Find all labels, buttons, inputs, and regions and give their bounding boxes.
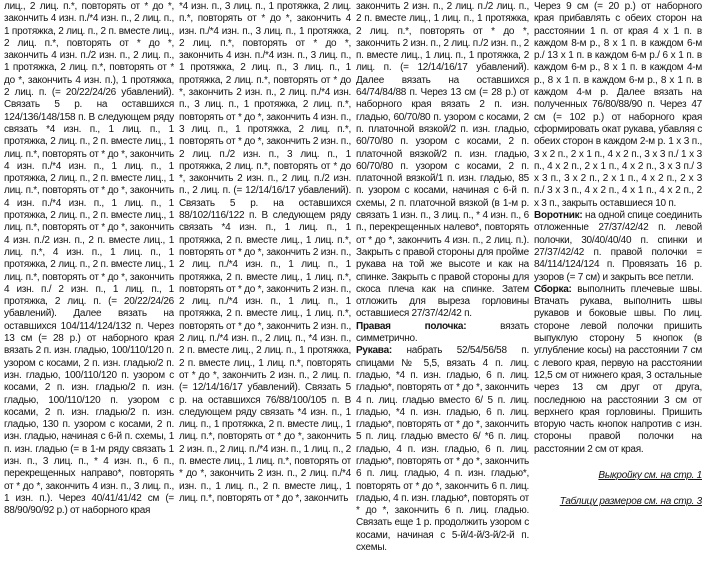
collar-section [534,210,702,284]
collar-heading: Воротник: [534,210,583,222]
assembly-text: выполнить плечевые швы. Втачать рукава, выполнить швы рукавов и боковые швы. По лиц. стороне левой полочки пришить выпуклую сторону 5 кнопок (в углубление косы) на расстоянии 7 см с левого края, первую на расстоянии 12,5 см от нижнего края, 3 остальные через 13 см друг от друга, последнюю на расстоянии 3 см от верхнего края горловины. Пришить вторую часть кнопок напротив с изн. стороны правой полочки на расстоянии 2 см от края. [534,283,702,455]
column-2-text: *4 изн. п., 3 лиц. п., 1 протяжка, 2 лиц. п.*, повторять от * до *, закончить 4 изн. п./*4 изн. п., 3 лиц. п., 1 протяжка, 2 лиц. п.*, повторять от * до *, закончить 4 изн. п./*4 изн. п., 3 лиц. п., 1 протяжка, 2 лиц. п., 3 лиц. п., 1 протяжка, 2 лиц. п.*, повторять от * до *, закончить 2 изн. п., 2 лиц. п./*4 изн. п., 3 лиц. п., 1 протяжка, 2 лиц. п.*, повторять от * до *, закончить 4 изн. п., 3 лиц. п., 1 протяжка, 2 лиц. п.*, повторять от * до *, закончить 2 изн. п., 2 лиц. п./2 изн. п., 3 лиц. п., 1 протяжка, 2 лиц. п.*, повторять от * до *, закончить 2 изн. п., 2 лиц. п./2 изн. п., 2 лиц. п. (= 12/14/16/17 убавлений). Связать 5 р. на оставшихся 88/102/116/122 п. В следующем ряду связать *4 изн. п., 1 лиц. п., 1 протяжка, 2 п. вместе лиц., 1 лиц. п.*, повторять от * до *, закончить 2 изн. п., 2 лиц. п./*4 изн. п., 1 лиц. п., 1 протяжка, 2 п. вместе лиц., 1 лиц. п.*, повторять от * до *, закончить 2 изн. п., 2 лиц. п./*4 изн. п., 1 лиц. п., 1 протяжка, 2 п. вместе лиц., 1 лиц. п.*, повторять от * до *, закончить 2 изн. п., 2 лиц. п./*4 изн. п., 2 лиц. п., *4 изн. п., 2 п. вместе лиц., 2 лиц. п., 1 протяжка, 2 п. вместе лиц., 1 лиц. п.*, повторять от * до *, закончить 2 изн. п., 2 лиц. п. (= 12/14/16/17 убавлений). Связать 5 р. на оставшихся 76/88/100/105 п. В следующем ряду связать *4 изн. п., 1 лиц. п., 1 протяжка, 2 п. вместе лиц., 1 лиц. п.*, повторять от * до *, закончить 2 изн. п., 2 лиц. п./*4 изн. п., 1 лиц. п., 2 п. вместе лиц., 1 лиц. п.*, повторять от * до *, закончить 2 изн. п., 2 лиц. п./*4 изн. п., 1 лиц. п., 2 п. вместе лиц., 1 лиц. п.*, повторять от * до *, закончить [179,1,351,504]
pattern-reference-link[interactable]: Выкройку см. на стр. 1 [598,469,702,481]
right-front-section [356,321,529,346]
column-3-text: закончить 2 изн. п., 2 лиц. п./2 лиц. п., 2 п. вместе лиц., 1 лиц. п., 1 протяжка, 2 лиц. п.*, повторять от * до *, закончить 2 изн. п., 2 лиц. п./2 изн. п., 2 п. вместе лиц., 1 лиц. п., 1 протяжка, 2 лиц. п. (= 12/14/16/17 убавлений). Далее вязать на оставшихся 64/74/84/88 п. Через 13 см (= 28 р.) от наборного края вязать 2 п. изн. гладью, 60/70/80 п. узором с косами, 2 п. платочной вязкой/2 п. изн. гладью, 60/70/80 п. узором с косами, 2 п. платочной вязкой/2 п. изн. гладью, 60/70/80 п. узором с косами, 2 п. платочной вязкой/1 п. изн. гладью, 85 п. узором с косами, начиная с 6-й п. схемы, 2 п. платочной вязкой (в 1-м р. связать 1 изн. п., 3 лиц. п., * 4 изн. п., 6 п., перекрещенных налево*, повторять от * до *, закончить 4 изн. п., 2 лиц. п.). Закрыть с правой стороны для пройме рукава на той же высоте и как на спинке. Закрыть с правой стороны для скоса плеча как на спинке. Затем отложить для выреза горловины оставшиеся 27/37/42/42 п. [356,1,529,320]
text-column-3 [356,1,529,579]
size-table-reference-link[interactable]: Таблицу размеров см. на стр. 3 [559,496,702,508]
sleeves-heading: Рукава: [356,345,392,357]
references [534,470,702,509]
assembly-section [534,284,702,456]
sleeves-section [356,345,529,554]
text-column-1 [4,1,174,579]
sleeve-continuation-text: Через 9 см (= 20 р.) от наборного края прибавлять с обеих сторон на расстоянии 1 п. от края 4 х 1 п. в каждом 8-м р., 8 х 1 п. в каждом 6-м р./ 13 х 1 п. в каждом 6-м р./ 6 х 1 п. в каждом 6-м р., 8 х 1 п. в каждом 4-м р., 8 х 1 п. в каждом 6-м р., 8 х 1 п. в каждом 4-м р. Далее вязать на полученных 76/80/88/90 п. Через 47 см (= 102 р.) от наборного края сформировать окат рукава, убавляя с обеих сторон в каждом 2-м р. 1 х 3 п., 3 х 2 п., 2 х 1 п., 4 х 2 п., 3 х 3 п./ 1 х 3 п., 4 х 2 п., 2 х 1 п., 4 х 2 п., 3 х 3 п./ 3 х 3 п., 3 х 2 п., 2 х 1 п., 4 х 2 п., 2 х 3 п./ 3 х 3 п., 4 х 2 п., 4 х 1 п., 4 х 2 п., 2 х 3 п., закрыть оставшиеся 10 п. [534,1,702,209]
collar-text: на одной спице соединить отложенные 27/37/42/42 п. левой полочки, 30/40/40/40 п. спинки и 27/37/42/42 п. правой полочки = 84/114/124/124 п. Провязать 16 р. узоров (= 7 см) и закрыть все петли. [534,210,702,283]
sleeves-text: набрать 52/54/56/58 п. спицами № 5,5, вязать 4 п. лиц. гладью, *4 п. изн. гладью, 6 п. лиц. гладью*, повторять от * до *, закончить 4 п. лиц. гладью вместо 6/ 5 п. лиц. гладью, *4 п. изн. гладью, 6 п. лиц. гладью*, повторять от * до *, закончить 5 п. лиц. гладью вместо 6/ *6 п. лиц. гладью, 4 п. изн. гладью, 6 п. лиц. гладью*, повторять от * до *, закончить 6 п. лиц. гладью, 4 п. изн. гладью*, повторять от * до *, закончить 6 п. лиц. гладью, 4 п. изн. гладью*, повторять от * до *, закончить 6 п. лиц. гладью. Связать еще 1 р. продолжить узором с косами, начиная с 5-й/4-й/3-й/2-й п. схемы. [356,345,529,554]
text-column-4 [534,1,702,579]
text-column-2 [179,1,351,579]
assembly-heading: Сборка: [534,283,572,295]
column-1-text: лиц., 2 лиц. п.*, повторять от * до *, закончить 4 изн. п./*4 изн. п., 2 лиц. п., 1 протяжка, 2 лиц. п., 2 п. вместе лиц., 2 лиц. п.*, повторять от * до *, закончить 4 изн. п./2 изн. п., 2 лиц. п., 1 протяжка, 2 лиц. п.*, повторять от * до *, закончить 4 изн. п.), 1 протяжка, 2 лиц. п. (= 20/22/24/26 убавлений). Связать 5 р. на оставшихся 124/136/148/158 п. В следующем ряду связать *4 изн. п., 1 лиц. п., 1 протяжка, 2 лиц. п., 2 п. вместе лиц., 1 лиц. п.*, повторять от * до *, закончить 4 изн. п./*4 изн. п., 1 лиц. п., 1 протяжка, 2 лиц. п., 2 п. вместе лиц., 1 лиц. п.*, повторять от * до *, закончить 4 изн. п./*4 изн. п., 1 лиц. п., 1 протяжка, 2 лиц. п., 2 п. вместе лиц., 1 лиц. п.*, повторять от * до *, закончить 4 изн. п./2 изн. п., 2 п. вместе лиц., 1 лиц. п.*, 4 изн. п., 1 лиц. п., 1 протяжка, 2 лиц. п., 2 п. вместе лиц., 1 лиц. п.*, повторять от * до *, закончить 4 изн. п./ 2 изн. п., 1 лиц. п., 1 протяжка, 2 лиц. п. (= 20/22/24/26 убавлений). Далее вязать на оставшихся 104/114/124/132 п. Через 13 см (= 28 р.) от наборного края вязать 2 п. изн. гладью, 100/110/120 п. узором с косами, 2 п. изн. гладью/2 п. изн. гладью, 100/110/120 п. узором с косами, 2 п. изн. гладью/2 п. изн. гладью, 100/110/120 п. узором с косами, 2 п. изн. гладью/2 п. изн. гладью, 130 п. узором с косами, 2 п. изн. гладью, начиная с 6-й п. схемы, 1 п. изн. гладью (= в 1-м ряду связать 1 изн. п., 3 лиц. п., * 4 изн. п., 6 п., перекрещенных направо*, повторять от * до *, закончить 4 изн. п., 3 лиц. п., 1 изн. п.). Через 40/41/41/42 см (= 88/90/90/92 р.) от наборного края [4,1,174,517]
right-front-heading: Правая полочка: [356,320,467,332]
right-front-text: вязать симметрично. [356,320,529,345]
